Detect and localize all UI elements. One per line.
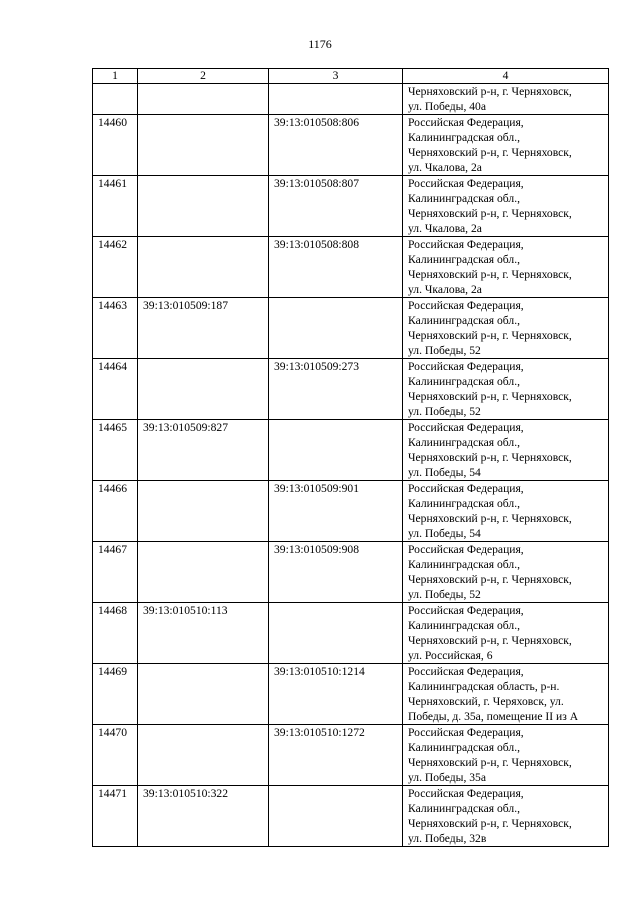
address-cell: Российская Федерация, Калининградская обл., Черняховский р-н, г. Черняховск, ул. Победы, 32в xyxy=(403,786,609,847)
address-cell: Российская Федерация, Калининградская обл., Черняховский р-н, г. Черняховск, ул. Победы, 54 xyxy=(403,420,609,481)
address-cell: Российская Федерация, Калининградская обл., Черняховский р-н, г. Черняховск, ул. Победы, 52 xyxy=(403,542,609,603)
cadastral-number-cell xyxy=(138,237,269,298)
row-number-cell: 14471 xyxy=(93,786,138,847)
address-cell: Российская Федерация, Калининградская область, р-н. Черняховский, г. Черяховск, ул. Победы, д. 35а, помещение II из А xyxy=(403,664,609,725)
table-row xyxy=(93,359,609,420)
row-number-cell: 14461 xyxy=(93,176,138,237)
row-number-cell: 14470 xyxy=(93,725,138,786)
cadastral-number-cell: 39:13:010509:187 xyxy=(138,298,269,359)
row-number-cell: 14463 xyxy=(93,298,138,359)
registry-table xyxy=(92,68,609,847)
cadastral-number-cell xyxy=(138,115,269,176)
address-cell: Российская Федерация, Калининградская обл., Черняховский р-н, г. Черняховск, ул. Чкалова, 2а xyxy=(403,237,609,298)
address-cell: Российская Федерация, Калининградская обл., Черняховский р-н, г. Черняховск, ул. Победы, 35а xyxy=(403,725,609,786)
address-cell: Российская Федерация, Калининградская обл., Черняховский р-н, г. Черняховск, ул. Победы, 54 xyxy=(403,481,609,542)
table-row xyxy=(93,725,609,786)
cadastral-number-cell xyxy=(138,481,269,542)
cadastral-number-cell: 39:13:010508:808 xyxy=(269,237,403,298)
cadastral-number-cell: 39:13:010509:908 xyxy=(269,542,403,603)
row-number-cell: 14466 xyxy=(93,481,138,542)
row-number-cell: 14465 xyxy=(93,420,138,481)
cadastral-number-cell: 39:13:010510:1214 xyxy=(269,664,403,725)
cadastral-number-cell: 39:13:010509:827 xyxy=(138,420,269,481)
cadastral-number-cell xyxy=(269,420,403,481)
cadastral-number-cell: 39:13:010509:273 xyxy=(269,359,403,420)
column-header: 1 xyxy=(93,69,138,84)
row-number-cell: 14462 xyxy=(93,237,138,298)
table-row xyxy=(93,603,609,664)
address-cell: Российская Федерация, Калининградская обл., Черняховский р-н, г. Черняховск, ул. Чкалова, 2а xyxy=(403,115,609,176)
table-row xyxy=(93,542,609,603)
table-row xyxy=(93,786,609,847)
header-row xyxy=(93,69,609,84)
address-cell: Российская Федерация, Калининградская обл., Черняховский р-н, г. Черняховск, ул. Победы, 52 xyxy=(403,359,609,420)
row-number-cell xyxy=(93,84,138,115)
column-header: 2 xyxy=(138,69,269,84)
column-header: 4 xyxy=(403,69,609,84)
cadastral-number-cell xyxy=(269,603,403,664)
page-number: 1176 xyxy=(308,37,332,51)
table-row xyxy=(93,237,609,298)
cadastral-number-cell: 39:13:010510:1272 xyxy=(269,725,403,786)
cadastral-number-cell xyxy=(138,176,269,237)
cadastral-number-cell xyxy=(269,786,403,847)
cadastral-number-cell: 39:13:010510:322 xyxy=(138,786,269,847)
cadastral-number-cell xyxy=(138,359,269,420)
continuation-row xyxy=(93,84,609,115)
row-number-cell: 14468 xyxy=(93,603,138,664)
row-number-cell: 14469 xyxy=(93,664,138,725)
table-row xyxy=(93,481,609,542)
cadastral-number-cell: 39:13:010508:807 xyxy=(269,176,403,237)
cadastral-number-cell xyxy=(138,542,269,603)
address-cell: Российская Федерация, Калининградская обл., Черняховский р-н, г. Черняховск, ул. Российская, 6 xyxy=(403,603,609,664)
row-number-cell: 14460 xyxy=(93,115,138,176)
cadastral-number-cell xyxy=(269,84,403,115)
table-row xyxy=(93,420,609,481)
table-row xyxy=(93,115,609,176)
row-number-cell: 14467 xyxy=(93,542,138,603)
cadastral-number-cell: 39:13:010509:901 xyxy=(269,481,403,542)
table-row xyxy=(93,664,609,725)
column-header: 3 xyxy=(269,69,403,84)
cadastral-number-cell xyxy=(269,298,403,359)
address-cell: Российская Федерация, Калининградская обл., Черняховский р-н, г. Черняховск, ул. Чкалова, 2а xyxy=(403,176,609,237)
address-cell: Черняховский р-н, г. Черняховск, ул. Победы, 40а xyxy=(403,84,609,115)
row-number-cell: 14464 xyxy=(93,359,138,420)
cadastral-number-cell xyxy=(138,664,269,725)
cadastral-number-cell xyxy=(138,725,269,786)
table-row xyxy=(93,298,609,359)
cadastral-number-cell: 39:13:010508:806 xyxy=(269,115,403,176)
table-row xyxy=(93,176,609,237)
cadastral-number-cell xyxy=(138,84,269,115)
cadastral-number-cell: 39:13:010510:113 xyxy=(138,603,269,664)
address-cell: Российская Федерация, Калининградская обл., Черняховский р-н, г. Черняховск, ул. Победы, 52 xyxy=(403,298,609,359)
